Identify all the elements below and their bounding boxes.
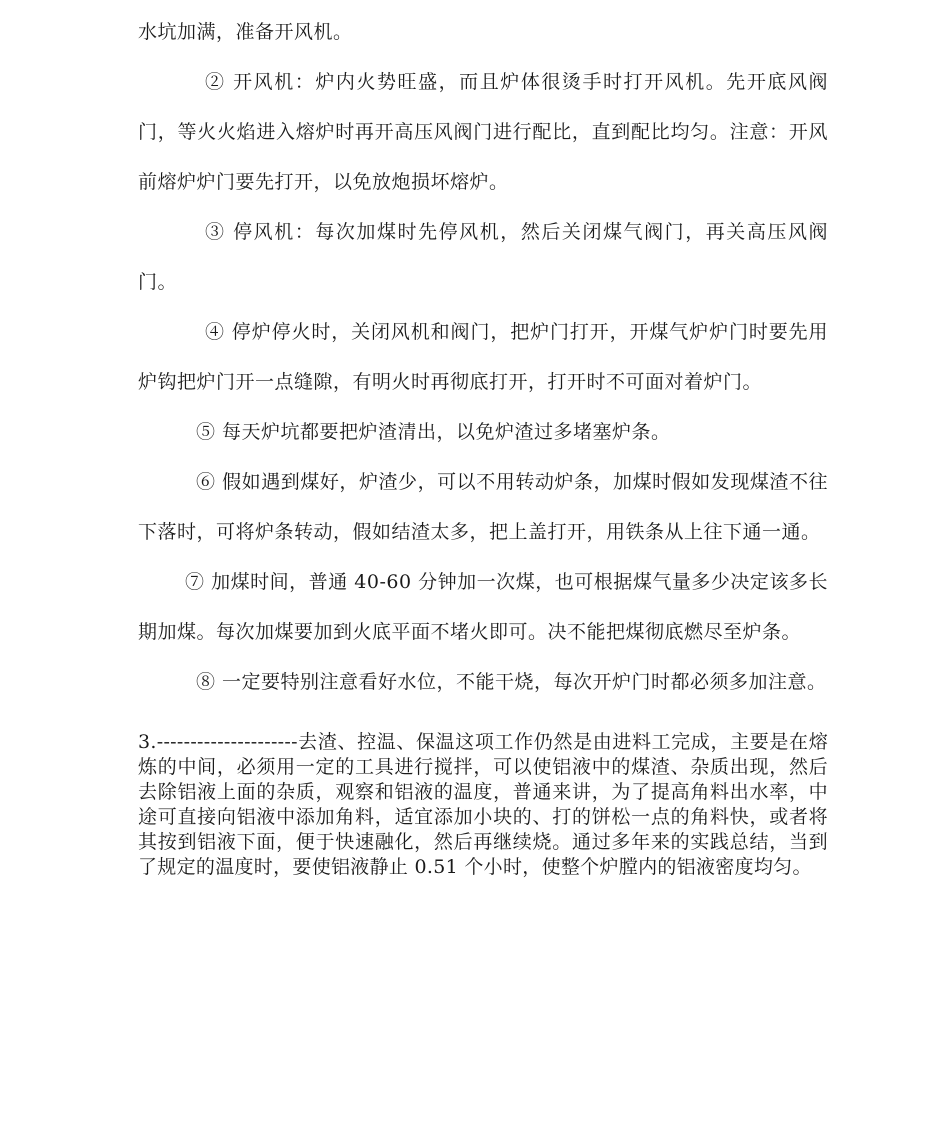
- document-page: [138, 0, 828, 880]
- paragraph-step-3-stop-fan: ③ 停风机：每次加煤时先停风机，然后关闭煤气阀门，再关高压风阀门。: [138, 221, 828, 293]
- paragraph-step-2-start-fan: ② 开风机：炉内火势旺盛，而且炉体很烫手时打开风机。先开底风阀门，等火火焰进入熔炉时再开高压风阀门进行配比，直到配比均匀。注意：开风前熔炉炉门要先打开，以免放炮损坏熔炉。: [138, 71, 828, 193]
- paragraph-step-4-stop-furnace: ④ 停炉停火时，关闭风机和阀门，把炉门打开，开煤气炉炉门时要先用炉钩把炉门开一点缝隙，有明火时再彻底打开，打开时不可面对着炉门。: [138, 321, 828, 393]
- paragraph-step-7-add-coal: ⑦ 加煤时间，普通 40-60 分钟加一次煤，也可根据煤气量多少决定该多长期加煤。每次加煤要加到火底平面不堵火即可。决不能把煤彻底燃尽至炉条。: [138, 571, 828, 643]
- paragraph-water-pit: 水坑加满，准备开风机。: [138, 21, 353, 43]
- paragraph-step-6-rotate-grate: ⑥ 假如遇到煤好，炉渣少，可以不用转动炉条，加煤时假如发现煤渣不往下落时，可将炉条转动，假如结渣太多，把上盖打开，用铁条从上往下通一通。: [138, 471, 828, 543]
- paragraph-section-3-deslagging: 3.---------------------去渣、控温、保温这项工作仍然是由进料工完成，主要是在熔炼的中间，必须用一定的工具进行搅拌，可以使铝液中的煤渣、杂质出现，然后去除铝液上面的杂质，观察和铝液的温度，普通来讲，为了提高角料出水率，中途可直接向铝液中添加角料，适宜添加小块的、打的饼松一点的角料快，或者将其按到铝液下面，便于快速融化，然后再继续烧。通过多年来的实践总结，当到了规定的温度时，要使铝液静止 0.51 个小时，使整个炉膛内的铝液密度均匀。: [138, 731, 828, 878]
- paragraph-step-8-water-level: ⑧ 一定要特别注意看好水位，不能干烧，每次开炉门时都必须多加注意。: [196, 671, 827, 693]
- paragraph-step-5-clear-slag: ⑤ 每天炉坑都要把炉渣清出，以免炉渣过多堵塞炉条。: [196, 421, 671, 443]
